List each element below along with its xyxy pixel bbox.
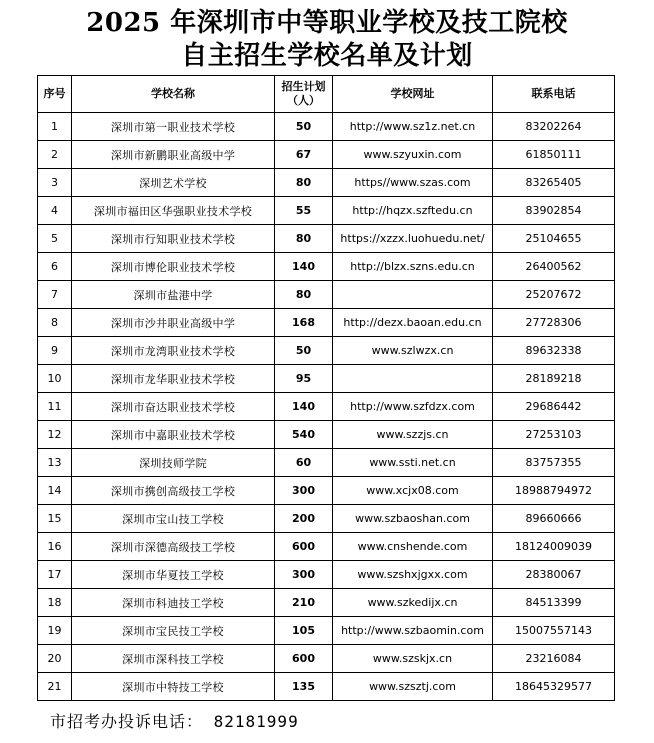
enrollment-plan: 600 xyxy=(275,645,333,673)
row-index: 18 xyxy=(38,589,72,617)
school-website: www.ssti.net.cn xyxy=(333,449,493,477)
contact-phone: 84513399 xyxy=(493,589,615,617)
row-index: 6 xyxy=(38,253,72,281)
enrollment-plan: 67 xyxy=(275,141,333,169)
enrollment-plan: 200 xyxy=(275,505,333,533)
contact-phone: 18124009039 xyxy=(493,533,615,561)
school-list-table xyxy=(37,75,615,701)
school-website: www.szkedijx.cn xyxy=(333,589,493,617)
table-row xyxy=(38,337,615,365)
table-row xyxy=(38,309,615,337)
school-name: 深圳市华夏技工学校 xyxy=(72,561,275,589)
table-row xyxy=(38,113,615,141)
contact-phone: 18645329577 xyxy=(493,673,615,701)
table-row xyxy=(38,141,615,169)
row-index: 11 xyxy=(38,393,72,421)
enrollment-plan: 135 xyxy=(275,673,333,701)
school-website xyxy=(333,365,493,393)
table-row xyxy=(38,253,615,281)
school-website: https//www.szas.com xyxy=(333,169,493,197)
school-name: 深圳市携创高级技工学校 xyxy=(72,477,275,505)
school-website: www.szsztj.com xyxy=(333,673,493,701)
contact-phone: 28189218 xyxy=(493,365,615,393)
school-name: 深圳市新鹏职业高级中学 xyxy=(72,141,275,169)
table-row xyxy=(38,533,615,561)
school-website: http://hqzx.szftedu.cn xyxy=(333,197,493,225)
row-index: 3 xyxy=(38,169,72,197)
school-name: 深圳市龙华职业技术学校 xyxy=(72,365,275,393)
table-row xyxy=(38,589,615,617)
row-index: 19 xyxy=(38,617,72,645)
enrollment-plan: 60 xyxy=(275,449,333,477)
row-index: 4 xyxy=(38,197,72,225)
contact-phone: 18988794972 xyxy=(493,477,615,505)
school-website: http://dezx.baoan.edu.cn xyxy=(333,309,493,337)
table-row xyxy=(38,449,615,477)
school-website: www.szbaoshan.com xyxy=(333,505,493,533)
table-row xyxy=(38,617,615,645)
table-body xyxy=(38,113,615,701)
table-row xyxy=(38,477,615,505)
table-row xyxy=(38,365,615,393)
row-index: 13 xyxy=(38,449,72,477)
school-website: www.szskjx.cn xyxy=(333,645,493,673)
contact-phone: 89632338 xyxy=(493,337,615,365)
table-row xyxy=(38,393,615,421)
school-name: 深圳市福田区华强职业技术学校 xyxy=(72,197,275,225)
school-website xyxy=(333,281,493,309)
school-name: 深圳市宝山技工学校 xyxy=(72,505,275,533)
row-index: 8 xyxy=(38,309,72,337)
row-index: 1 xyxy=(38,113,72,141)
contact-phone: 83265405 xyxy=(493,169,615,197)
school-name: 深圳市行知职业技术学校 xyxy=(72,225,275,253)
row-index: 5 xyxy=(38,225,72,253)
table-header-row xyxy=(38,76,615,113)
school-name: 深圳市第一职业技术学校 xyxy=(72,113,275,141)
header-index: 序号 xyxy=(38,76,72,113)
contact-phone: 89660666 xyxy=(493,505,615,533)
row-index: 10 xyxy=(38,365,72,393)
contact-phone: 25104655 xyxy=(493,225,615,253)
enrollment-plan: 140 xyxy=(275,393,333,421)
contact-phone: 83902854 xyxy=(493,197,615,225)
header-name: 学校名称 xyxy=(72,76,275,113)
header-plan xyxy=(275,76,333,113)
enrollment-plan: 80 xyxy=(275,225,333,253)
school-website: www.cnshende.com xyxy=(333,533,493,561)
enrollment-plan: 300 xyxy=(275,561,333,589)
table-row xyxy=(38,505,615,533)
enrollment-plan: 50 xyxy=(275,113,333,141)
row-index: 7 xyxy=(38,281,72,309)
school-name: 深圳市科迪技工学校 xyxy=(72,589,275,617)
school-name: 深圳市沙井职业高级中学 xyxy=(72,309,275,337)
enrollment-plan: 50 xyxy=(275,337,333,365)
school-website: https://xzzx.luohuedu.net/ xyxy=(333,225,493,253)
school-name: 深圳市中特技工学校 xyxy=(72,673,275,701)
table-row xyxy=(38,421,615,449)
school-website: www.szzjs.cn xyxy=(333,421,493,449)
school-website: http://www.sz1z.net.cn xyxy=(333,113,493,141)
school-website: http://www.szbaomin.com xyxy=(333,617,493,645)
row-index: 21 xyxy=(38,673,72,701)
page-title-line1: 2025 年深圳市中等职业学校及技工院校 xyxy=(86,8,568,38)
school-website: www.szlwzx.cn xyxy=(333,337,493,365)
enrollment-plan: 140 xyxy=(275,253,333,281)
enrollment-plan: 600 xyxy=(275,533,333,561)
contact-phone: 83757355 xyxy=(493,449,615,477)
header-website: 学校网址 xyxy=(333,76,493,113)
school-website: http://blzx.szns.edu.cn xyxy=(333,253,493,281)
contact-phone: 27728306 xyxy=(493,309,615,337)
school-name: 深圳市盐港中学 xyxy=(72,281,275,309)
school-website: www.xcjx08.com xyxy=(333,477,493,505)
row-index: 17 xyxy=(38,561,72,589)
contact-phone: 15007557143 xyxy=(493,617,615,645)
school-website: www.szshxjgxx.com xyxy=(333,561,493,589)
school-name: 深圳市深科技工学校 xyxy=(72,645,275,673)
contact-phone: 61850111 xyxy=(493,141,615,169)
header-phone: 联系电话 xyxy=(493,76,615,113)
enrollment-plan: 80 xyxy=(275,169,333,197)
complaint-hotline: 市招考办投诉电话： 82181999 xyxy=(50,712,299,731)
enrollment-plan: 300 xyxy=(275,477,333,505)
school-name: 深圳艺术学校 xyxy=(72,169,275,197)
page-title-line2: 自主招生学校名单及计划 xyxy=(181,41,473,71)
school-name: 深圳市中嘉职业技术学校 xyxy=(72,421,275,449)
contact-phone: 83202264 xyxy=(493,113,615,141)
school-name: 深圳技师学院 xyxy=(72,449,275,477)
enrollment-plan: 168 xyxy=(275,309,333,337)
contact-phone: 29686442 xyxy=(493,393,615,421)
school-name: 深圳市深德高级技工学校 xyxy=(72,533,275,561)
header-plan-line1: 招生计划 xyxy=(281,80,326,93)
table-row xyxy=(38,645,615,673)
table-row xyxy=(38,561,615,589)
table-row xyxy=(38,673,615,701)
row-index: 9 xyxy=(38,337,72,365)
table-row xyxy=(38,225,615,253)
table-row xyxy=(38,281,615,309)
contact-phone: 27253103 xyxy=(493,421,615,449)
row-index: 14 xyxy=(38,477,72,505)
contact-phone: 26400562 xyxy=(493,253,615,281)
school-name: 深圳市宝民技工学校 xyxy=(72,617,275,645)
school-website: www.szyuxin.com xyxy=(333,141,493,169)
row-index: 15 xyxy=(38,505,72,533)
header-plan-line2: （人） xyxy=(287,94,320,107)
enrollment-plan: 540 xyxy=(275,421,333,449)
school-name: 深圳市奋达职业技术学校 xyxy=(72,393,275,421)
contact-phone: 23216084 xyxy=(493,645,615,673)
row-index: 20 xyxy=(38,645,72,673)
enrollment-plan: 55 xyxy=(275,197,333,225)
contact-phone: 28380067 xyxy=(493,561,615,589)
table-row xyxy=(38,197,615,225)
contact-phone: 25207672 xyxy=(493,281,615,309)
enrollment-plan: 95 xyxy=(275,365,333,393)
enrollment-plan: 80 xyxy=(275,281,333,309)
row-index: 2 xyxy=(38,141,72,169)
school-website: http://www.szfdzx.com xyxy=(333,393,493,421)
school-name: 深圳市博伦职业技术学校 xyxy=(72,253,275,281)
enrollment-plan: 210 xyxy=(275,589,333,617)
row-index: 16 xyxy=(38,533,72,561)
enrollment-plan: 105 xyxy=(275,617,333,645)
school-name: 深圳市龙湾职业技术学校 xyxy=(72,337,275,365)
row-index: 12 xyxy=(38,421,72,449)
table-row xyxy=(38,169,615,197)
